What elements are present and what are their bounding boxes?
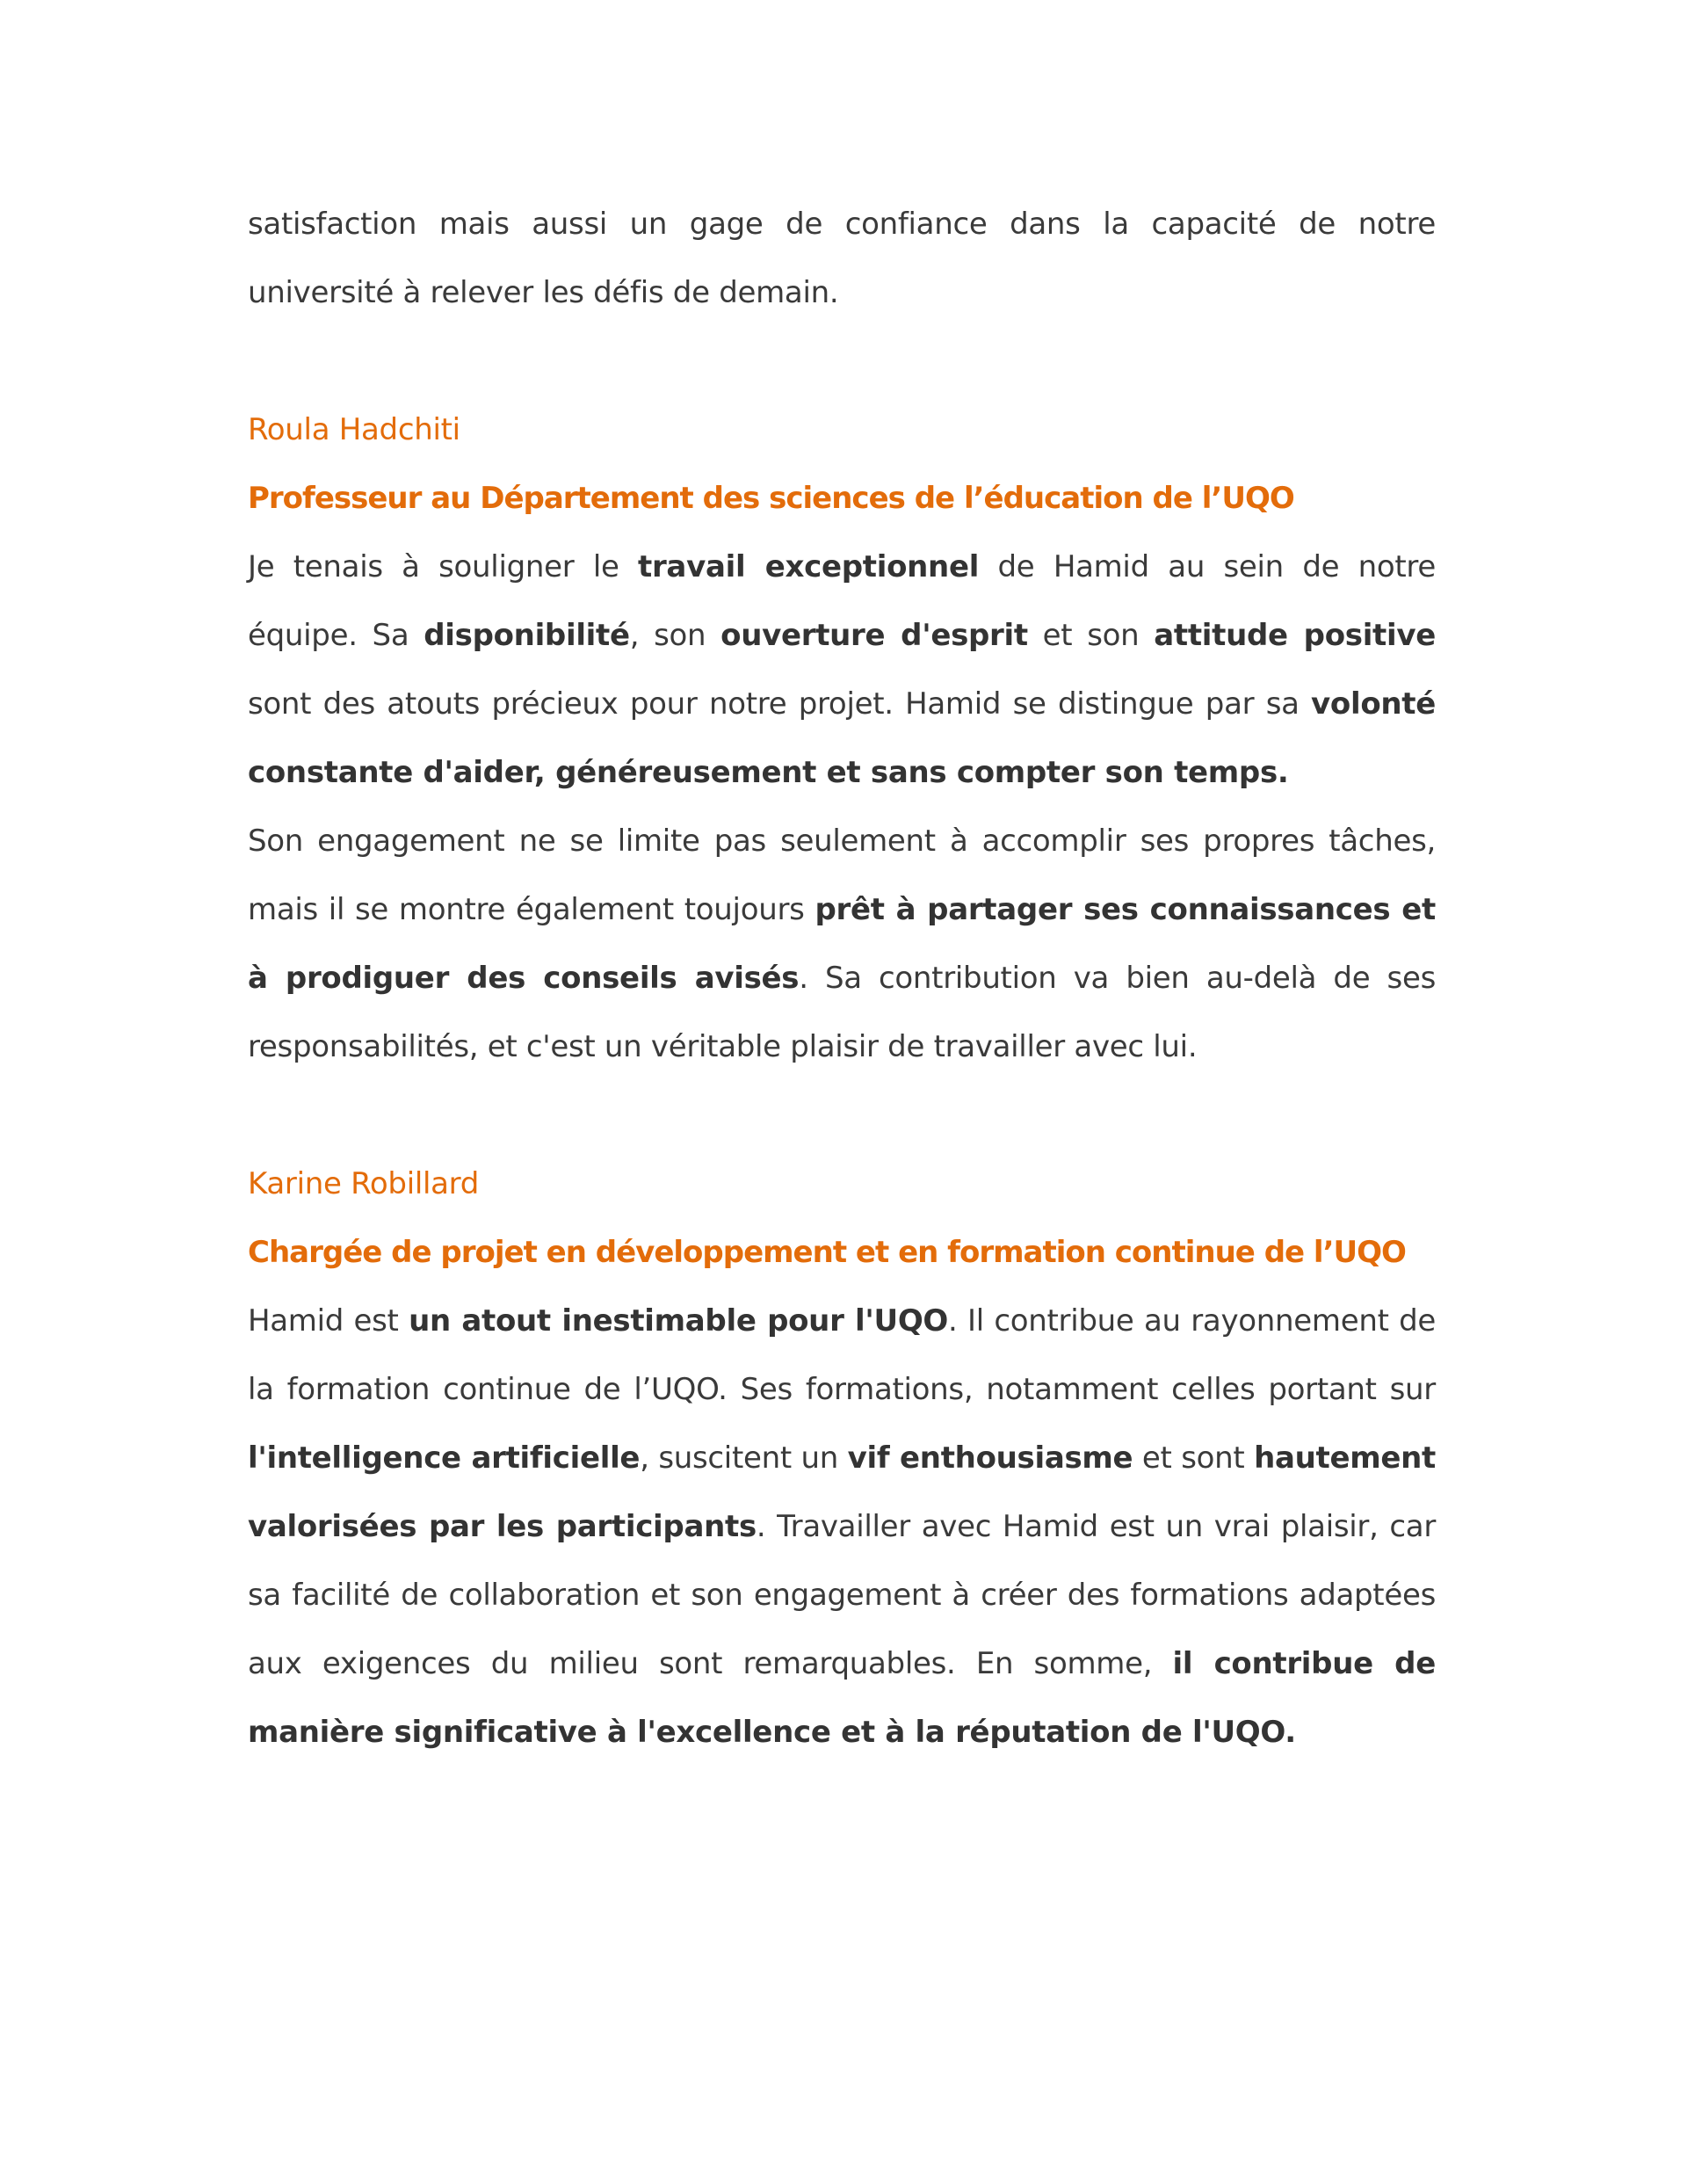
testimonial-paragraph: Je tenais à souligner le travail exceptionnel de Hamid au sein de notre équipe. Sa disponibilité, son ouverture d'esprit et son attitude positive sont des atouts précieux pour notre projet. Hamid se distingue par sa volonté constante d'aider, généreusement et sans compter son temps. — [248, 549, 1436, 790]
document-page — [248, 190, 1436, 1767]
testimonial-paragraph: Hamid est un atout inestimable pour l'UQO. Il contribue au rayonnement de la formation continue de l’UQO. Ses formations, notamment celles portant sur l'intelligence artificielle, suscitent un vif enthousiasme et sont hautement valorisées par les participants. Travailler avec Hamid est un vrai plaisir, car sa facilité de collaboration et son engagement à créer des formations adaptées aux exigences du milieu sont remarquables. En somme, il contribue de manière significative à l'excellence et à la réputation de l'UQO. — [248, 1303, 1436, 1750]
section-gap — [248, 327, 1436, 395]
testimonial-karine — [248, 1150, 1436, 1767]
intro-paragraph: satisfaction mais aussi un gage de confiance dans la capacité de notre université à relever les défis de demain. — [248, 207, 1436, 310]
testimonial-author-role: Professeur au Département des sciences de l’éducation de l’UQO — [248, 481, 1294, 516]
testimonial-author-role: Chargée de projet en développement et en formation continue de l’UQO — [248, 1235, 1406, 1270]
testimonial-author-name: Roula Hadchiti — [248, 412, 460, 447]
section-gap — [248, 1081, 1436, 1150]
testimonial-paragraph: Son engagement ne se limite pas seulement à accomplir ses propres tâches, mais il se montre également toujours prêt à partager ses connaissances et à prodiguer des conseils avisés. Sa contribution va bien au-delà de ses responsabilités, et c'est un véritable plaisir de travailler avec lui. — [248, 824, 1437, 1064]
testimonial-roula — [248, 395, 1436, 1081]
testimonial-author-name: Karine Robillard — [248, 1166, 480, 1201]
